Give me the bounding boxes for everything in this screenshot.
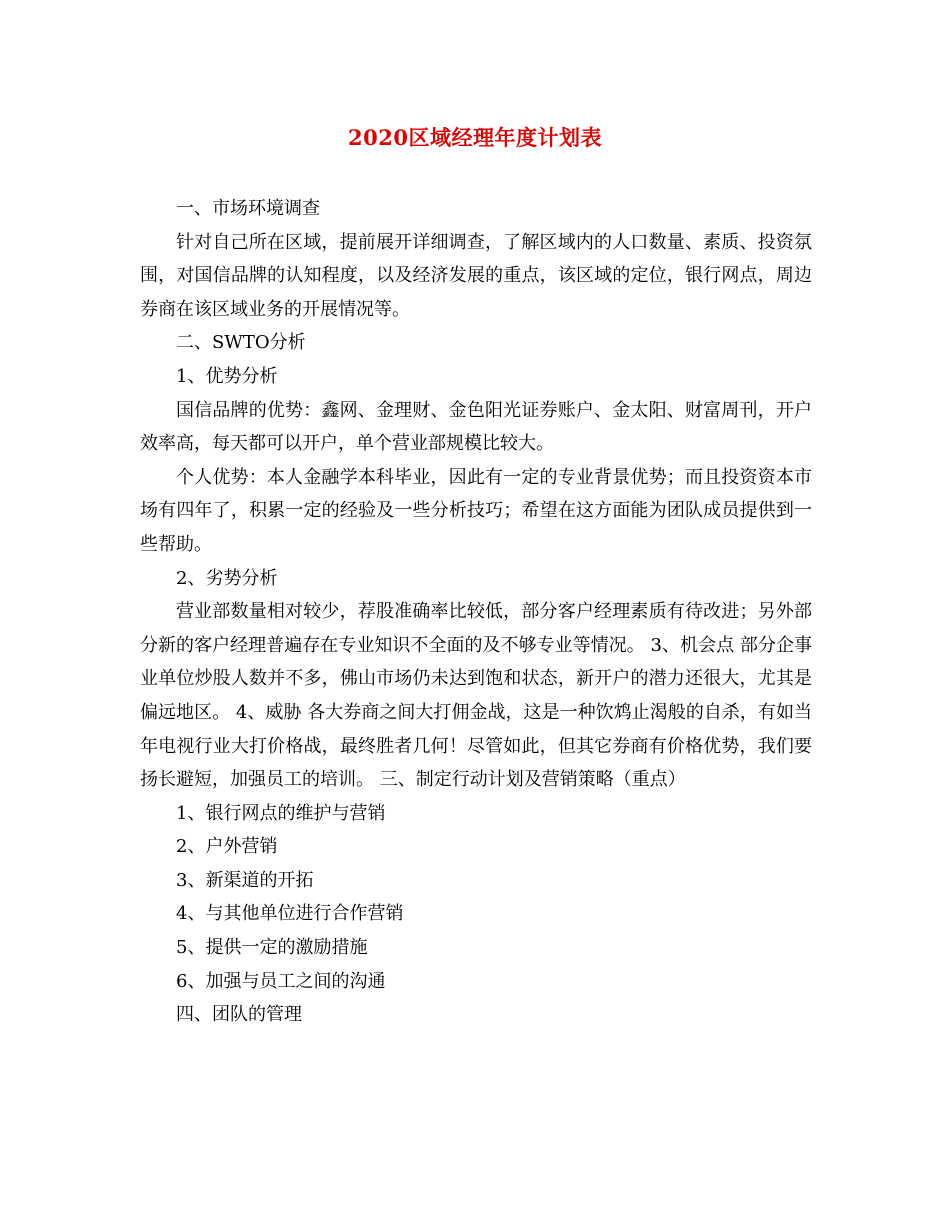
paragraph-market-survey: 针对自己所在区域，提前展开详细调查，了解区域内的人口数量、素质、投资氛围，对国信品牌的认知程度，以及经济发展的重点，该区域的定位，银行网点，周边券商在该区域业务的开展情况等。: [140, 231, 812, 320]
subheading-strengths: 1、优势分析: [176, 365, 278, 387]
paragraph-weaknesses-opportunities-threats: 营业部数量相对较少，荐股准确率比较低，部分客户经理素质有待改进；另外部分新的客户经理普遍存在专业知识不全面的及不够专业等情况。 3、机会点 部分企事业单位炒股人数并不多，佛山市场仍未达到饱和状态，新开户的潜力还很大，尤其是偏远地区。 4、威胁 各大券商之间大打佣金战，这是一种饮鸩止渴般的自杀，有如当年电视行业大打价格战，最终胜者几何！尽管如此，但其它券商有价格优势，我们要扬长避短，加强员工的培训。 三、制定行动计划及营销策略（重点）: [140, 601, 812, 791]
document-body: [140, 192, 812, 1032]
list-item-staff-communication: 6、加强与员工之间的沟通: [176, 970, 386, 992]
list-item-bank-outlets: 1、银行网点的维护与营销: [176, 802, 386, 824]
list-item-new-channels: 3、新渠道的开拓: [176, 869, 314, 891]
heading-swot-analysis: 二、SWTO分析: [176, 332, 306, 354]
list-item-cooperative-marketing: 4、与其他单位进行合作营销: [176, 903, 404, 925]
paragraph-personal-strengths: 个人优势：本人金融学本科毕业，因此有一定的专业背景优势；而且投资资本市场有四年了，积累一定的经验及一些分析技巧；希望在这方面能为团队成员提供到一些帮助。: [140, 466, 812, 555]
heading-market-survey: 一、市场环境调查: [176, 198, 320, 219]
document-title: 2020区域经理年度计划表: [348, 125, 602, 150]
heading-team-management: 四、团队的管理: [176, 1004, 302, 1026]
paragraph-brand-strengths: 国信品牌的优势：鑫网、金理财、金色阳光证券账户、金太阳、财富周刊，开户效率高，每天都可以开户，单个营业部规模比较大。: [140, 399, 812, 455]
list-item-incentives: 5、提供一定的激励措施: [176, 937, 368, 959]
list-item-outdoor-marketing: 2、户外营销: [176, 836, 278, 858]
subheading-weaknesses: 2、劣势分析: [176, 567, 278, 589]
